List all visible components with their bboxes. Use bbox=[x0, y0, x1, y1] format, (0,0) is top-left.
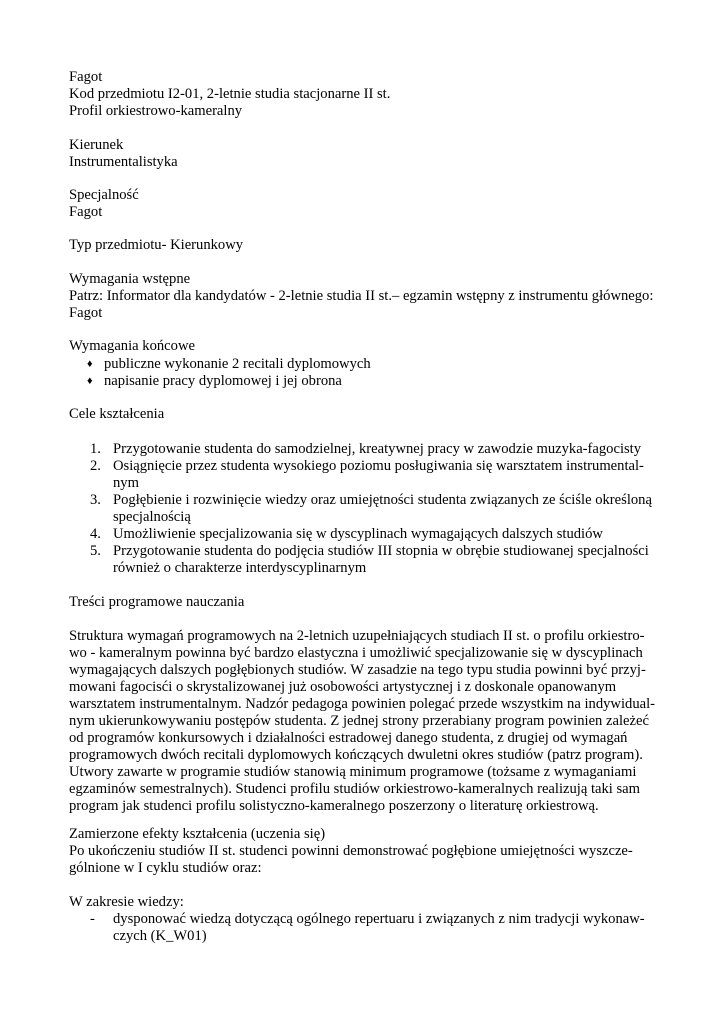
list-item-text: również o charakterze interdyscyplinarnym bbox=[113, 560, 367, 576]
cele-label-block bbox=[69, 406, 655, 423]
kierunek-block bbox=[69, 137, 655, 171]
header-block bbox=[69, 69, 655, 120]
list-number: 1. bbox=[90, 441, 101, 457]
paragraph-line: Utwory zawarte w programie studiów stanowią minimum programowe (tożsame z wymaganiami bbox=[69, 764, 637, 780]
list-item-text: dysponować wiedzą dotyczącą ogólnego repertuaru i związanych z nim tradycji wykonaw- bbox=[113, 911, 645, 927]
specjalnosc-block bbox=[69, 187, 655, 221]
paragraph-line: egzaminów semestralnych). Studenci profilu studiów orkiestrowo-kameralnych realizują taki sam bbox=[69, 781, 641, 797]
efekty-label: Zamierzone efekty kształcenia (uczenia się) bbox=[69, 826, 326, 842]
list-item-text: Umożliwienie specjalizowania się w dyscyplinach wymagających dalszych studiów bbox=[113, 526, 603, 542]
list-item-text: Przygotowanie studenta do podjęcia studiów III stopnia w obrębie studiowanej specjalności bbox=[113, 543, 649, 559]
list-item-text: Pogłębienie i rozwinięcie wiedzy oraz umiejętności studenta związanych ze ściśle określoną bbox=[113, 492, 652, 508]
wiedza-label: W zakresie wiedzy: bbox=[69, 894, 184, 910]
list-number: 4. bbox=[90, 526, 101, 542]
kierunek-label: Kierunek bbox=[69, 137, 124, 153]
tresci-label: Treści programowe nauczania bbox=[69, 594, 245, 610]
cele-label: Cele kształcenia bbox=[69, 406, 165, 422]
dash-bullet: - bbox=[90, 911, 95, 927]
list-number: 2. bbox=[90, 458, 101, 474]
list-number: 5. bbox=[90, 543, 101, 559]
list-item-text: nym bbox=[113, 475, 139, 491]
paragraph-line: program jak studenci profilu solistyczno-kameralnego poszerzony o literaturę orkiestrową. bbox=[69, 798, 599, 814]
efekty-line2: gólnione w I cyklu studiów oraz: bbox=[69, 860, 262, 876]
list-item-text: napisanie pracy dyplomowej i jej obrona bbox=[104, 373, 342, 389]
diamond-bullet-icon: ♦ bbox=[87, 358, 93, 370]
tresci-paragraph bbox=[69, 628, 655, 815]
list-item-text: specjalnością bbox=[113, 509, 191, 525]
list-item-text: Przygotowanie studenta do samodzielnej, kreatywnej pracy w zawodzie muzyka-fagocisty bbox=[113, 441, 642, 457]
paragraph-line: nym ukierunkowywaniu postępów studenta. Z jednej strony przerabiany program powinien zależeć bbox=[69, 713, 649, 729]
list-item-text: publiczne wykonanie 2 recitali dyplomowych bbox=[104, 356, 371, 372]
typ-block bbox=[69, 237, 655, 254]
paragraph-line: wo - kameralnym powinna być bardzo elastyczna i umożliwić specjalizowanie się w dyscyplinach bbox=[69, 645, 643, 661]
subject-profile: Profil orkiestrowo-kameralny bbox=[69, 103, 243, 119]
kierunek-value: Instrumentalistyka bbox=[69, 154, 178, 170]
wymagania-wstepne-block bbox=[69, 271, 655, 322]
wymagania-koncowe-label-block bbox=[69, 338, 655, 355]
list-number: 3. bbox=[90, 492, 101, 508]
tresci-label-block bbox=[69, 594, 655, 611]
wymagania-wstepne-line1: Patrz: Informator dla kandydatów - 2-letnie studia II st.– egzamin wstępny z instrumentu głównego: bbox=[69, 288, 654, 304]
wymagania-wstepne-label: Wymagania wstępne bbox=[69, 271, 191, 287]
list-item-text: Osiągnięcie przez studenta wysokiego poziomu posługiwania się warsztatem instrumental- bbox=[113, 458, 644, 474]
subject-name: Fagot bbox=[69, 69, 103, 85]
efekty-block bbox=[69, 826, 655, 877]
efekty-line1: Po ukończeniu studiów II st. studenci powinni demonstrować pogłębione umiejętności wyszcze- bbox=[69, 843, 633, 859]
subject-code: Kod przedmiotu I2-01, 2-letnie studia stacjonarne II st. bbox=[69, 86, 391, 102]
paragraph-line: Struktura wymagań programowych na 2-letnich uzupełniających studiach II st. o profilu orkiestro- bbox=[69, 628, 645, 644]
wymagania-koncowe-label: Wymagania końcowe bbox=[69, 338, 195, 354]
specjalnosc-label: Specjalność bbox=[69, 187, 139, 203]
paragraph-line: wymagających dalszych pogłębionych studiów. W zasadzie na tego typu studia powinni być przyj- bbox=[69, 662, 646, 678]
wymagania-wstepne-line2: Fagot bbox=[69, 305, 103, 321]
paragraph-line: programowych dwóch recitali dyplomowych kończących dwuletni okres studiów (patrz program). bbox=[69, 747, 643, 763]
paragraph-line: od programów konkursowych i działalności estradowej danego studenta, z drugiej od wymagań bbox=[69, 730, 628, 746]
specjalnosc-value: Fagot bbox=[69, 204, 103, 220]
list-item-text: czych (K_W01) bbox=[113, 928, 207, 944]
paragraph-line: mowani fagocisći o skrystalizowanej już osobowości artystycznej i z doskonale opanowanym bbox=[69, 679, 617, 695]
diamond-bullet-icon: ♦ bbox=[87, 375, 93, 387]
wiedza-label-block bbox=[69, 894, 655, 911]
typ-przedmiotu: Typ przedmiotu- Kierunkowy bbox=[69, 237, 244, 253]
paragraph-line: warsztatem instrumentalnym. Nadzór pedagoga powinien polegać przede wszystkim na indywidual- bbox=[69, 696, 656, 712]
